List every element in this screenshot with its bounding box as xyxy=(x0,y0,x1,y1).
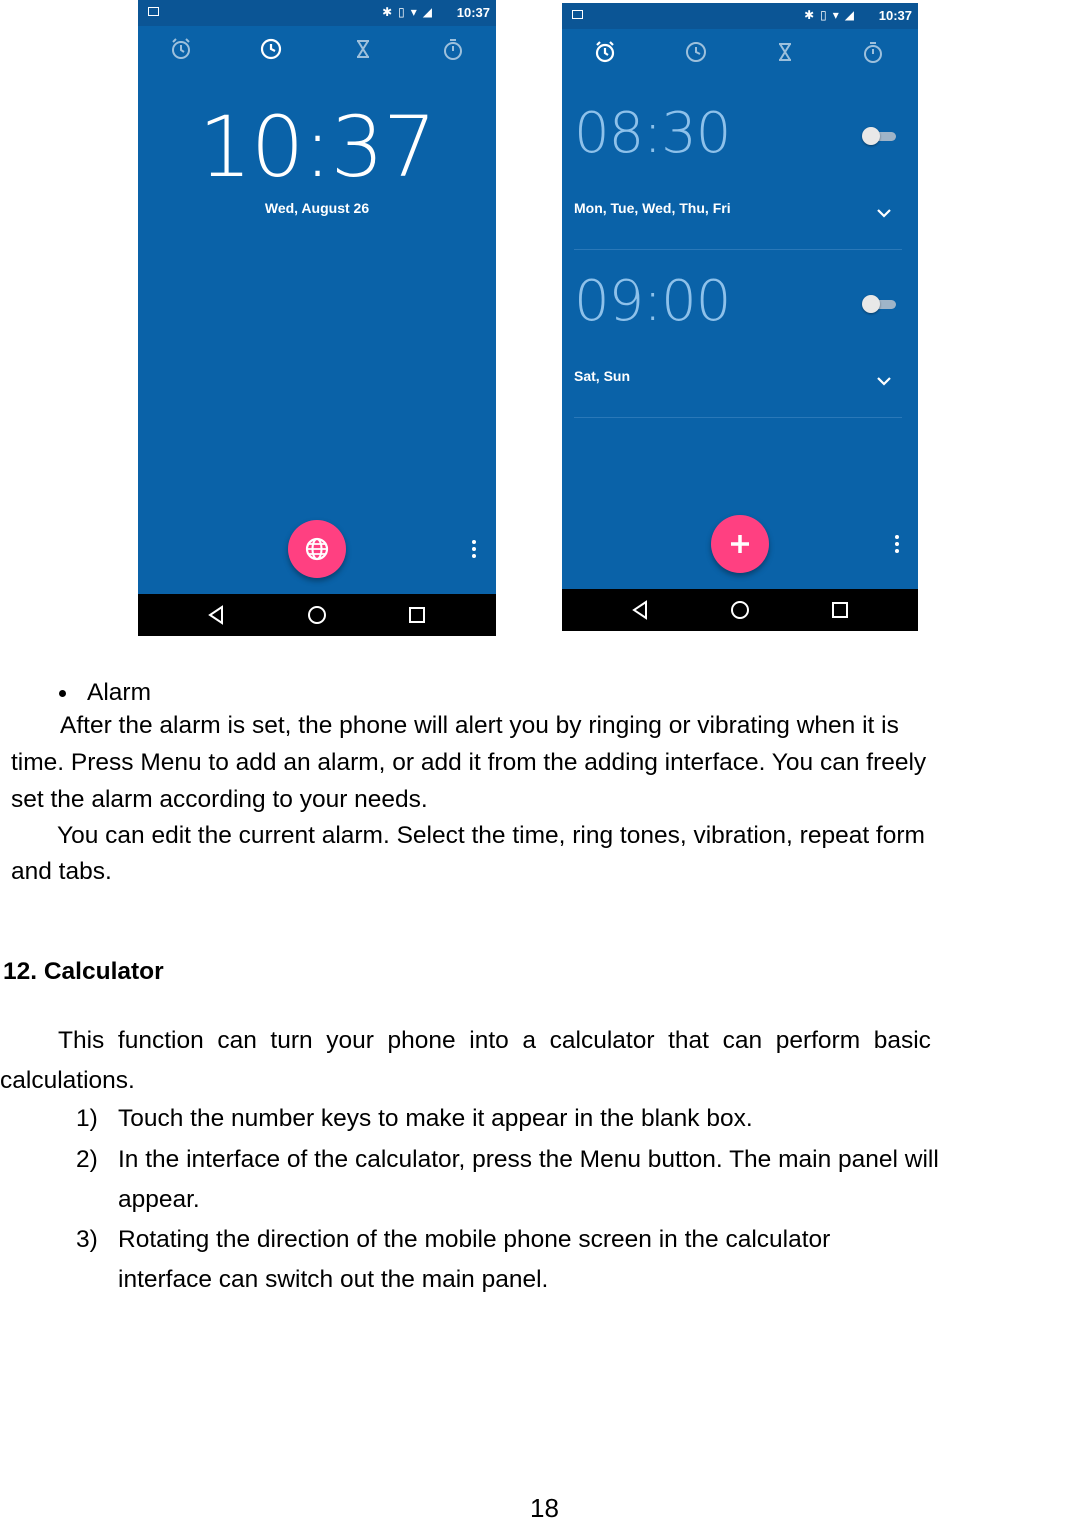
back-icon[interactable] xyxy=(204,603,228,627)
status-bar xyxy=(138,0,496,26)
current-date: Wed, August 26 xyxy=(264,200,370,216)
world-clock-button[interactable] xyxy=(288,520,346,578)
step-text: interface can switch out the main panel. xyxy=(118,1266,549,1293)
step-number: 2) xyxy=(76,1146,98,1173)
alarm-paragraph-line: After the alarm is set, the phone will alert you by ringing or vibrating when it is xyxy=(60,712,899,739)
stopwatch-tab-icon[interactable] xyxy=(860,39,886,65)
timer-tab-icon[interactable] xyxy=(772,39,798,65)
status-bar xyxy=(562,3,918,29)
alarm-title: Alarm xyxy=(87,679,151,706)
home-icon[interactable] xyxy=(728,598,752,622)
overflow-menu-icon[interactable] xyxy=(894,534,900,554)
navigation-bar xyxy=(138,594,496,636)
calculator-intro-line: This function can turn your phone into a calculator that can perform basic xyxy=(58,1027,931,1054)
alarm-screenshot xyxy=(562,3,918,631)
alarm-tab-icon[interactable] xyxy=(168,36,194,62)
plus-icon xyxy=(726,530,754,558)
section-heading: 12. Calculator xyxy=(3,958,164,985)
alarm-paragraph-line: time. Press Menu to add an alarm, or add it from the adding interface. You can freely xyxy=(11,749,927,776)
calculator-intro-line: calculations. xyxy=(0,1067,135,1094)
chevron-down-icon[interactable] xyxy=(876,375,892,387)
status-time: 10:37 xyxy=(456,5,490,20)
alarm-toggle[interactable] xyxy=(862,129,898,143)
alarm-time[interactable]: 08:30 xyxy=(574,101,731,166)
globe-icon xyxy=(303,535,331,563)
status-icons: ✱▯▾◢ xyxy=(382,5,438,19)
alarm-paragraph-line: set the alarm according to your needs. xyxy=(11,786,428,813)
clock-tabs xyxy=(138,26,496,74)
navigation-bar xyxy=(562,589,918,631)
alarm-paragraph-line: You can edit the current alarm. Select the time, ring tones, vibration, repeat form xyxy=(57,822,925,849)
back-icon[interactable] xyxy=(628,598,652,622)
divider xyxy=(574,249,902,250)
clock-tab-icon[interactable] xyxy=(258,36,284,62)
status-icons: ✱▯▾◢ xyxy=(804,8,860,22)
alarm-paragraph-line: and tabs. xyxy=(11,858,112,885)
page-number: 18 xyxy=(530,1493,559,1523)
chevron-down-icon[interactable] xyxy=(876,207,892,219)
add-alarm-button[interactable] xyxy=(711,515,769,573)
step-text: appear. xyxy=(118,1186,200,1213)
timer-tab-icon[interactable] xyxy=(350,36,376,62)
gallery-notification-icon xyxy=(148,7,159,16)
home-icon[interactable] xyxy=(305,603,329,627)
divider xyxy=(574,417,902,418)
step-number: 1) xyxy=(76,1105,98,1132)
step-number: 3) xyxy=(76,1226,98,1253)
step-text: In the interface of the calculator, press the Menu button. The main panel will xyxy=(118,1146,939,1173)
alarm-repeat-days: Mon, Tue, Wed, Thu, Fri xyxy=(574,200,731,216)
clock-tab-icon[interactable] xyxy=(683,39,709,65)
alarm-toggle[interactable] xyxy=(862,297,898,311)
step-text: Rotating the direction of the mobile phone screen in the calculator xyxy=(118,1226,831,1253)
recents-icon[interactable] xyxy=(828,598,852,622)
alarm-tab-icon[interactable] xyxy=(592,39,618,65)
stopwatch-tab-icon[interactable] xyxy=(440,36,466,62)
gallery-notification-icon xyxy=(572,10,583,19)
overflow-menu-icon[interactable] xyxy=(471,539,477,559)
bullet-icon xyxy=(59,690,66,697)
alarm-time[interactable]: 09:00 xyxy=(574,269,731,334)
recents-icon[interactable] xyxy=(405,603,429,627)
current-time: 10:37 xyxy=(198,98,436,196)
clock-tabs xyxy=(562,29,918,77)
step-text: Touch the number keys to make it appear in the blank box. xyxy=(118,1105,753,1132)
alarm-repeat-days: Sat, Sun xyxy=(574,368,631,384)
status-time: 10:37 xyxy=(878,8,912,23)
clock-screenshot xyxy=(138,0,496,636)
